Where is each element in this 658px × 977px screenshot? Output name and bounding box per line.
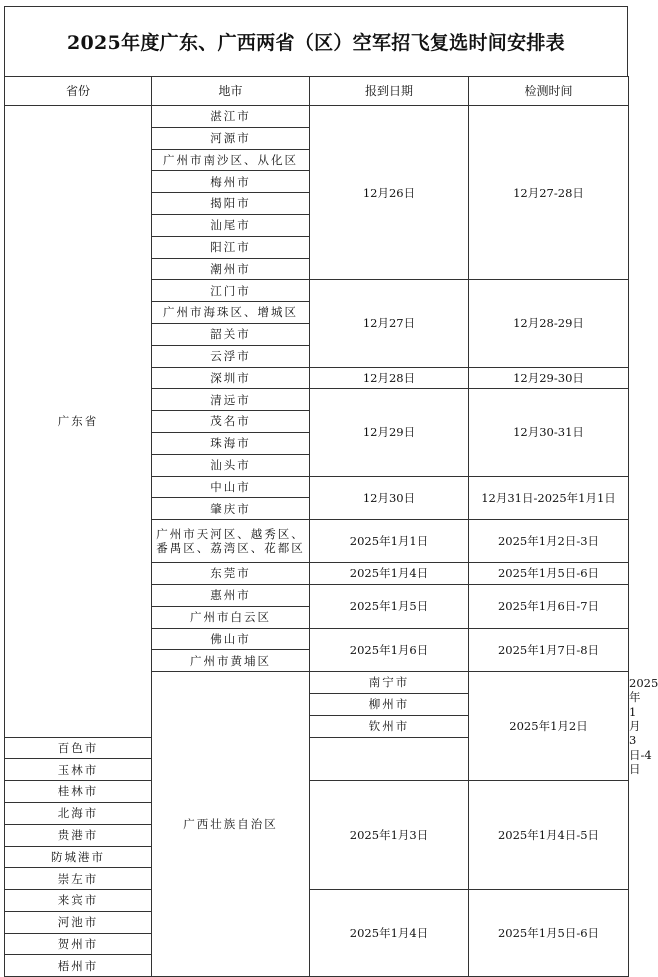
- document-title: 2025年度广东、广西两省（区）空军招飞复选时间安排表: [4, 6, 628, 76]
- city-cell: 广州市海珠区、增城区: [152, 302, 310, 324]
- city-cell: 汕尾市: [152, 214, 310, 236]
- city-cell: 梅州市: [152, 171, 310, 193]
- table-row: [5, 106, 629, 128]
- city-cell: 佛山市: [152, 628, 310, 650]
- report-date-cell: 2025年1月1日: [310, 520, 469, 563]
- city-cell: 钦州市: [310, 715, 469, 737]
- header-row: [5, 77, 629, 106]
- test-time-cell: 2025年1月2日-3日: [469, 520, 629, 563]
- province-cell-guangdong: 广东省: [5, 106, 152, 738]
- header-city: 地市: [152, 77, 310, 106]
- city-cell: 贵港市: [5, 824, 152, 846]
- city-cell: 桂林市: [5, 781, 152, 803]
- city-cell: 玉林市: [5, 759, 152, 781]
- report-date-cell: 12月28日: [310, 367, 469, 389]
- city-cell: 梧州市: [5, 955, 152, 977]
- test-time-cell: 2025年1月4日-5日: [469, 781, 629, 890]
- city-cell: 广州市南沙区、从化区: [152, 149, 310, 171]
- city-cell: 百色市: [5, 737, 152, 759]
- test-time-cell: 2025年1月5日-6日: [469, 890, 629, 977]
- test-time-cell: 12月31日-2025年1月1日: [469, 476, 629, 520]
- test-time-cell: 12月28-29日: [469, 280, 629, 367]
- report-date-cell: 2025年1月4日: [310, 563, 469, 585]
- report-date-cell: 12月26日: [310, 106, 469, 280]
- schedule-document: [4, 6, 658, 977]
- city-cell: 广州市白云区: [152, 606, 310, 628]
- report-date-cell: 2025年1月6日: [310, 628, 469, 672]
- city-cell: 茂名市: [152, 411, 310, 433]
- test-time-cell: 2025年1月5日-6日: [469, 563, 629, 585]
- city-cell: 柳州市: [310, 693, 469, 715]
- city-cell: 东莞市: [152, 563, 310, 585]
- schedule-table: [4, 76, 658, 977]
- city-cell: 深圳市: [152, 367, 310, 389]
- city-cell: 崇左市: [5, 868, 152, 890]
- city-cell: 清远市: [152, 389, 310, 411]
- test-time-cell: 2025年1月7日-8日: [469, 628, 629, 672]
- test-time-cell: 12月27-28日: [469, 106, 629, 280]
- city-cell: 江门市: [152, 280, 310, 302]
- city-cell: 韶关市: [152, 323, 310, 345]
- city-cell: 北海市: [5, 802, 152, 824]
- header-test-time: 检测时间: [469, 77, 629, 106]
- city-cell: 中山市: [152, 476, 310, 498]
- report-date-cell: 2025年1月2日: [469, 672, 629, 781]
- city-cell: 湛江市: [152, 106, 310, 128]
- report-date-cell: 12月29日: [310, 389, 469, 476]
- city-cell: 潮州市: [152, 258, 310, 280]
- city-cell: 河池市: [5, 911, 152, 933]
- test-time-cell: 12月30-31日: [469, 389, 629, 476]
- city-cell: 广州市黄埔区: [152, 650, 310, 672]
- city-cell: 汕头市: [152, 454, 310, 476]
- report-date-cell: 12月27日: [310, 280, 469, 367]
- city-cell: 贺州市: [5, 933, 152, 955]
- test-time-cell: 2025年1月6日-7日: [469, 584, 629, 628]
- city-cell: 南宁市: [310, 672, 469, 694]
- table-row: 广西壮族自治区 南宁市 2025年1月2日 2025年1月3日-4日: [5, 672, 629, 694]
- city-cell: 防城港市: [5, 846, 152, 868]
- test-time-cell: 12月29-30日: [469, 367, 629, 389]
- header-province: 省份: [5, 77, 152, 106]
- city-cell: 珠海市: [152, 432, 310, 454]
- province-cell-guangxi: 广西壮族自治区: [152, 672, 310, 977]
- city-cell: 惠州市: [152, 584, 310, 606]
- city-cell: 揭阳市: [152, 193, 310, 215]
- city-cell: 肇庆市: [152, 498, 310, 520]
- city-cell: 阳江市: [152, 236, 310, 258]
- report-date-cell: 2025年1月4日: [310, 890, 469, 977]
- table-row: [5, 890, 629, 912]
- report-date-cell: 2025年1月5日: [310, 584, 469, 628]
- report-date-cell: 2025年1月3日: [310, 781, 469, 890]
- table-row: [5, 781, 629, 803]
- city-cell: 河源市: [152, 127, 310, 149]
- city-cell: 广州市天河区、越秀区、番禺区、荔湾区、花都区: [152, 520, 310, 563]
- city-cell: 云浮市: [152, 345, 310, 367]
- city-cell: 来宾市: [5, 890, 152, 912]
- header-report-date: 报到日期: [310, 77, 469, 106]
- report-date-cell: 12月30日: [310, 476, 469, 520]
